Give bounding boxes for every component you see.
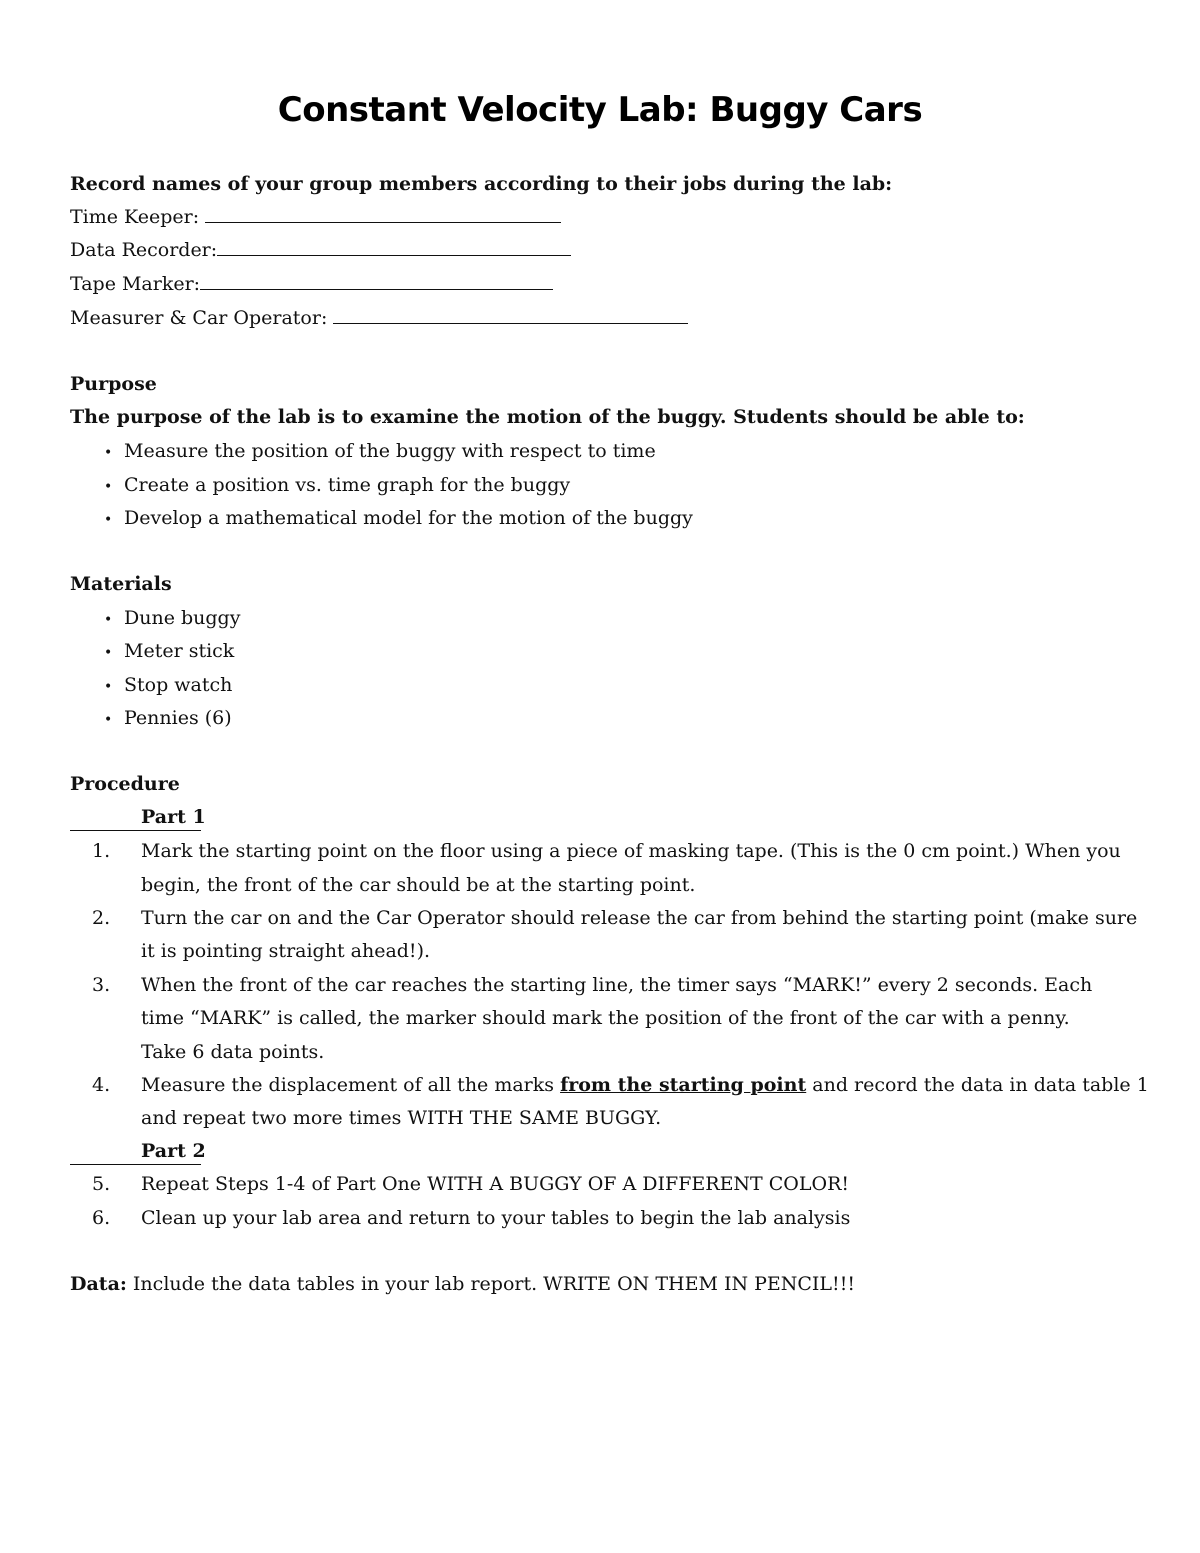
- part2-label: Part 2: [141, 1140, 206, 1162]
- part1-heading: [70, 804, 206, 831]
- step-number: 5.: [92, 1173, 111, 1195]
- bullet-icon: •: [104, 445, 113, 461]
- procedure-heading: Procedure: [70, 773, 180, 795]
- materials-heading: Materials: [70, 573, 172, 595]
- step-number: 3.: [92, 974, 111, 996]
- measurer-label: Measurer & Car Operator:: [70, 307, 328, 329]
- step-text: Take 6 data points.: [141, 1041, 325, 1063]
- step-text: Turn the car on and the Car Operator should release the car from behind the starting point (make sure: [141, 907, 1138, 929]
- step-text: Repeat Steps 1-4 of Part One WITH A BUGGY OF A DIFFERENT COLOR!: [141, 1173, 850, 1195]
- bullet-icon: •: [104, 512, 113, 528]
- time-keeper-label: Time Keeper:: [70, 206, 200, 228]
- bullet-icon: •: [104, 712, 113, 728]
- step-number: 6.: [92, 1207, 111, 1229]
- part2-heading: [70, 1138, 206, 1165]
- step-text: time “MARK” is called, the marker should mark the position of the front of the car with a penny.: [141, 1007, 1070, 1029]
- bullet-icon: •: [104, 679, 113, 695]
- tape-marker-label: Tape Marker:: [70, 273, 201, 295]
- step-text: and repeat two more times WITH THE SAME BUGGY.: [141, 1107, 662, 1129]
- step-number: 4.: [92, 1074, 111, 1096]
- measurer-blank[interactable]: [333, 305, 688, 324]
- emphasis-text: from the starting point: [560, 1074, 807, 1096]
- step-text: begin, the front of the car should be at the starting point.: [141, 874, 696, 896]
- list-item: • Meter stick: [104, 638, 234, 666]
- list-item: • Pennies (6): [104, 705, 232, 733]
- step-text: When the front of the car reaches the starting line, the timer says “MARK!” every 2 seconds. Each: [141, 974, 1093, 996]
- bullet-icon: •: [104, 612, 113, 628]
- step-text: Mark the starting point on the floor using a piece of masking tape. (This is the 0 cm point.) When you: [141, 840, 1121, 862]
- list-item: • Dune buggy: [104, 605, 240, 633]
- step-number: 1.: [92, 840, 111, 862]
- list-item: • Measure the position of the buggy with respect to time: [104, 438, 656, 466]
- roles-intro: Record names of your group members according to their jobs during the lab:: [70, 173, 893, 195]
- data-recorder-label: Data Recorder:: [70, 239, 218, 261]
- data-recorder-blank[interactable]: [217, 237, 571, 256]
- time-keeper-row: [70, 204, 561, 230]
- data-text: Include the data tables in your lab report. WRITE ON THEM IN PENCIL!!!: [126, 1273, 855, 1295]
- purpose-intro: The purpose of the lab is to examine the motion of the buggy. Students should be able to:: [70, 406, 1025, 428]
- step-text: it is pointing straight ahead!).: [141, 940, 431, 962]
- list-item: • Create a position vs. time graph for the buggy: [104, 472, 570, 500]
- data-recorder-row: [70, 237, 571, 263]
- page-title: Constant Velocity Lab: Buggy Cars: [277, 90, 923, 130]
- step-text: Measure the displacement of all the marks from the starting point and record the data in data table 1: [141, 1074, 1149, 1096]
- bullet-icon: •: [104, 645, 113, 661]
- part1-label: Part 1: [141, 806, 206, 828]
- purpose-heading: Purpose: [70, 373, 157, 395]
- list-item: • Stop watch: [104, 672, 232, 700]
- list-item: • Develop a mathematical model for the motion of the buggy: [104, 505, 693, 533]
- measurer-row: [70, 305, 688, 331]
- tape-marker-blank[interactable]: [200, 271, 553, 290]
- step-number: 2.: [92, 907, 111, 929]
- time-keeper-blank[interactable]: [205, 204, 561, 223]
- step-text: Clean up your lab area and return to your tables to begin the lab analysis: [141, 1207, 851, 1229]
- tape-marker-row: [70, 271, 553, 297]
- data-label: Data:: [70, 1273, 127, 1295]
- bullet-icon: •: [104, 479, 113, 495]
- data-section: [70, 1271, 855, 1297]
